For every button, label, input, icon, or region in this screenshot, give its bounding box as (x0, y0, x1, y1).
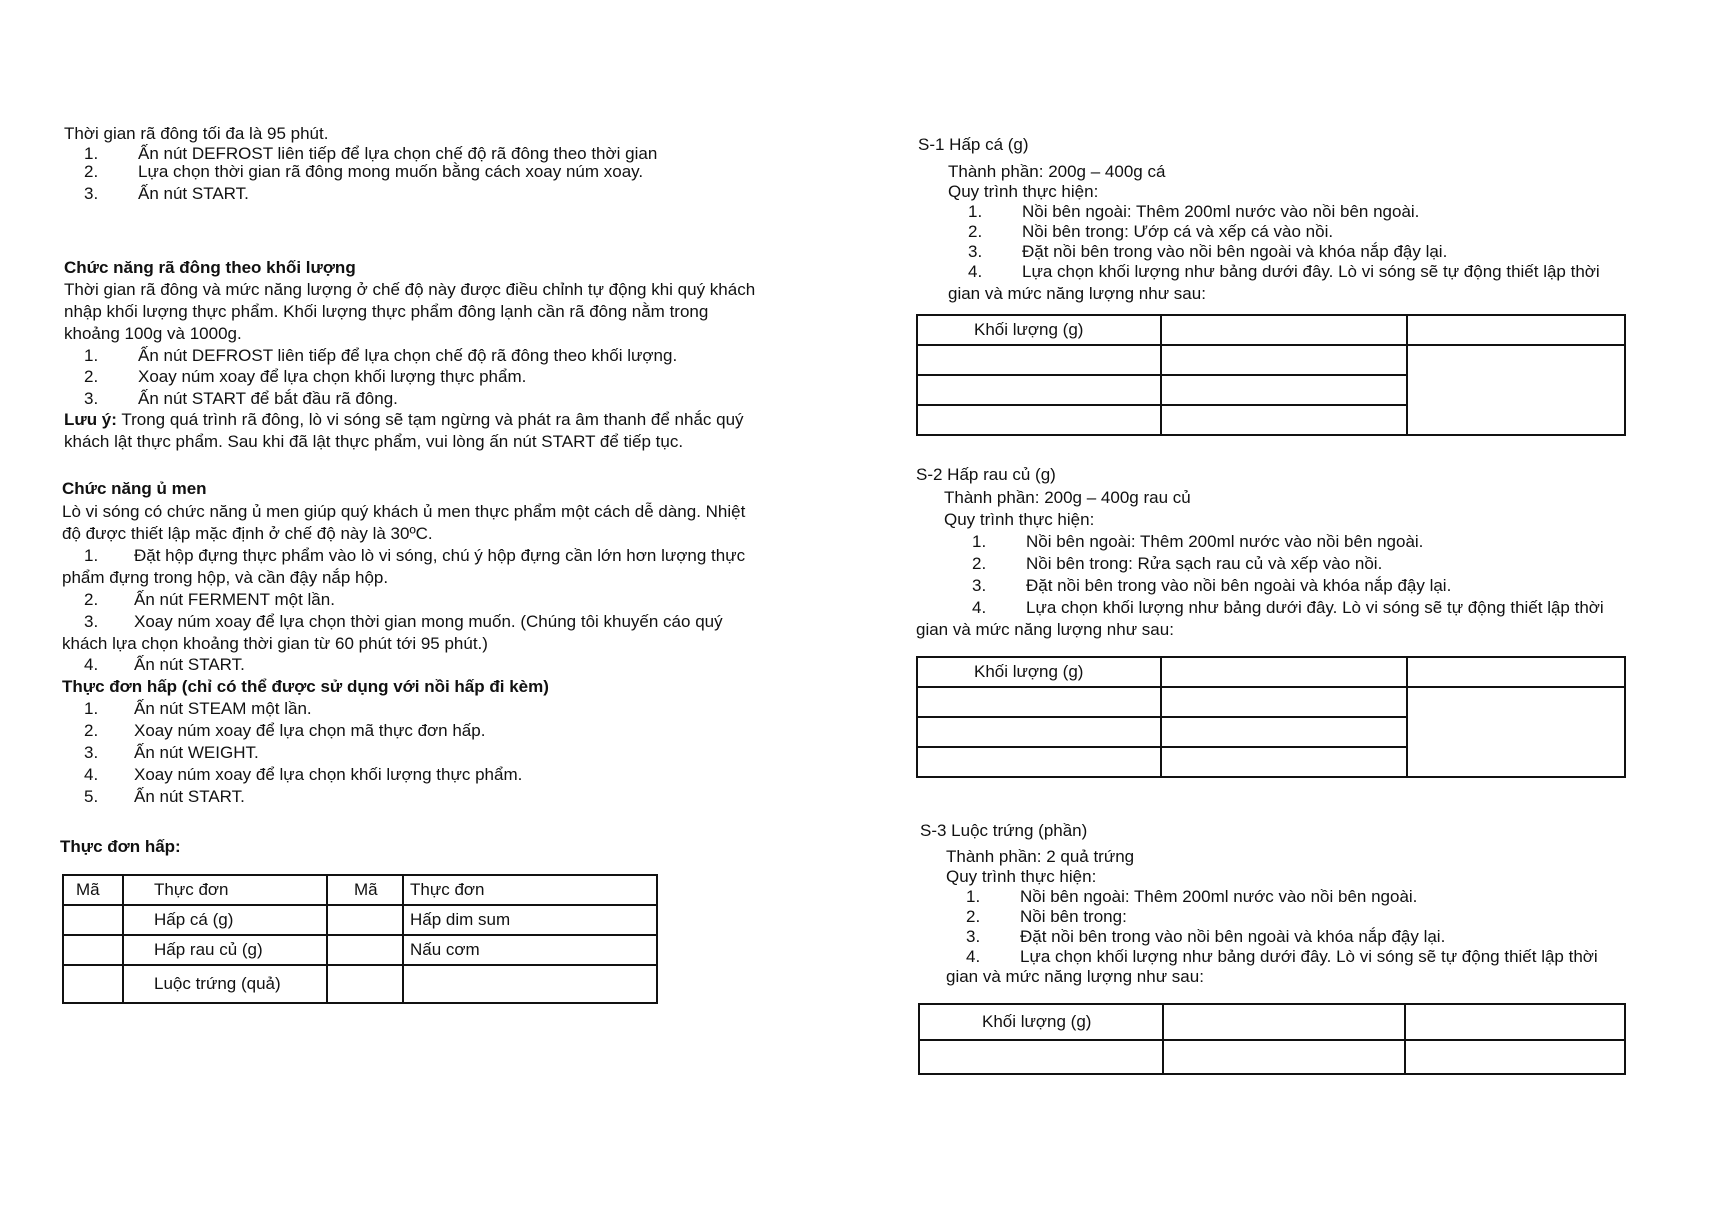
paragraph-line: Thời gian rã đông và mức năng lượng ở chế độ này được điều chỉnh tự động khi quý khách (64, 280, 756, 299)
table-header-cell: Khối lượng (g) (917, 315, 1161, 345)
table-cell: Hấp dim sum (403, 905, 657, 935)
step-number: 3. (968, 242, 983, 261)
table-cell (63, 965, 123, 1003)
step-text-cont: phẩm đựng trong hộp, và cần đậy nắp hộp. (62, 568, 389, 587)
step-number: 2. (84, 590, 99, 609)
step-number: 1. (968, 202, 983, 221)
recipe-title: S-1 Hấp cá (g) (918, 135, 1029, 154)
note-label: Lưu ý: (64, 410, 117, 429)
step-text: Nồi bên ngoài: Thêm 200ml nước vào nồi bên ngoài. (1020, 887, 1418, 906)
table-header-cell: Mã (327, 875, 403, 905)
s2-weight-table (916, 656, 1626, 778)
table-cell (327, 905, 403, 935)
table-header-row (919, 1004, 1625, 1040)
table-row (917, 345, 1625, 375)
step-text: Lựa chọn khối lượng như bảng dưới đây. Lò vi sóng sẽ tự động thiết lập thời (1026, 598, 1604, 617)
table-cell (1407, 315, 1625, 345)
s1-weight-table (916, 314, 1626, 436)
table-cell (919, 1040, 1163, 1074)
paragraph-line: khoảng 100g và 1000g. (64, 324, 242, 343)
table-header-row (63, 875, 657, 905)
table-cell (1161, 747, 1407, 777)
table-cell (1161, 717, 1407, 747)
step-number: 2. (968, 222, 983, 241)
table-cell (1161, 315, 1407, 345)
step-text: Ấn nút START. (134, 787, 245, 806)
step-number: 3. (84, 389, 99, 408)
step-text: Ấn nút DEFROST liên tiếp để lựa chọn chế độ rã đông theo khối lượng. (138, 346, 678, 365)
step-number: 4. (84, 655, 99, 674)
table-cell (917, 687, 1161, 717)
table-cell (1407, 345, 1625, 435)
step-number: 2. (84, 367, 99, 386)
recipe-title: S-3 Luộc trứng (phần) (920, 821, 1088, 840)
recipe-process-label: Quy trình thực hiện: (946, 867, 1097, 886)
s3-weight-table (918, 1003, 1626, 1075)
paragraph-line: nhập khối lượng thực phẩm. Khối lượng thực phẩm đông lạnh cần rã đông nằm trong (64, 302, 709, 321)
step-text-cont: gian và mức năng lượng như sau: (948, 284, 1206, 303)
step-number: 1. (84, 699, 99, 718)
table-cell (63, 935, 123, 965)
step-text: Đặt nồi bên trong vào nồi bên ngoài và khóa nắp đậy lại. (1020, 927, 1446, 946)
table-row (919, 1040, 1625, 1074)
table-header-cell: Khối lượng (g) (917, 657, 1161, 687)
step-number: 3. (84, 743, 99, 762)
note-text: Trong quá trình rã đông, lò vi sóng sẽ tạm ngừng và phát ra âm thanh để nhắc quý (116, 410, 744, 429)
step-number: 2. (84, 721, 99, 740)
step-number: 2. (84, 162, 99, 181)
recipe-title: S-2 Hấp rau củ (g) (916, 465, 1056, 484)
note-line (64, 409, 744, 431)
table-row (63, 905, 657, 935)
ferment-heading: Chức năng ủ men (62, 479, 207, 498)
table-header-row (917, 657, 1625, 687)
table-cell (403, 965, 657, 1003)
step-text: Xoay núm xoay để lựa chọn thời gian mong muốn. (Chúng tôi khuyến cáo quý (134, 612, 723, 631)
recipe-process-label: Quy trình thực hiện: (944, 510, 1095, 529)
step-number: 1. (84, 346, 99, 365)
table-cell (1163, 1004, 1405, 1040)
step-text: Ấn nút FERMENT một lần. (134, 590, 335, 609)
table-cell (917, 717, 1161, 747)
step-text-cont: khách lựa chọn khoảng thời gian từ 60 phút tới 95 phút.) (62, 634, 488, 653)
step-text: Ấn nút START. (134, 655, 245, 674)
step-number: 2. (972, 554, 987, 573)
table-header-cell: Thực đơn (403, 875, 657, 905)
recipe-ingredients: Thành phần: 2 quả trứng (946, 847, 1135, 866)
recipe-ingredients: Thành phần: 200g – 400g rau củ (944, 488, 1191, 507)
recipe-ingredients: Thành phần: 200g – 400g cá (948, 162, 1166, 181)
step-text: Ấn nút DEFROST liên tiếp để lựa chọn chế độ rã đông theo thời gian (138, 144, 658, 163)
step-text: Đặt nồi bên trong vào nồi bên ngoài và khóa nắp đậy lại. (1026, 576, 1452, 595)
step-number: 3. (84, 612, 99, 631)
table-header-cell: Mã (63, 875, 123, 905)
step-text: Ấn nút STEAM một lần. (134, 699, 312, 718)
step-text: Nồi bên ngoài: Thêm 200ml nước vào nồi bên ngoài. (1026, 532, 1424, 551)
step-text: Nồi bên ngoài: Thêm 200ml nước vào nồi bên ngoài. (1022, 202, 1420, 221)
step-text: Ấn nút WEIGHT. (134, 743, 259, 762)
table-cell: Hấp cá (g) (123, 905, 327, 935)
table-cell (917, 747, 1161, 777)
steam-heading: Thực đơn hấp (chỉ có thể được sử dụng với nồi hấp đi kèm) (62, 677, 549, 696)
table-cell: Hấp rau củ (g) (123, 935, 327, 965)
table-cell (1405, 1004, 1625, 1040)
table-cell (1161, 687, 1407, 717)
table-cell (327, 935, 403, 965)
step-number: 4. (84, 765, 99, 784)
step-text: Nồi bên trong: Ướp cá và xếp cá vào nồi. (1022, 222, 1334, 241)
step-text: Lựa chọn thời gian rã đông mong muốn bằng cách xoay núm xoay. (138, 162, 644, 181)
step-number: 1. (84, 144, 99, 163)
table-cell (1407, 687, 1625, 777)
step-text: Nồi bên trong: (1020, 907, 1127, 926)
step-text: Lựa chọn khối lượng như bảng dưới đây. Lò vi sóng sẽ tự động thiết lập thời (1020, 947, 1598, 966)
step-number: 1. (972, 532, 987, 551)
steam-menu-table (62, 874, 658, 1004)
table-cell (917, 405, 1161, 435)
step-number: 3. (84, 184, 99, 203)
table-row (63, 965, 657, 1003)
step-text: Đặt hộp đựng thực phẩm vào lò vi sóng, chú ý hộp đựng cần lớn hơn lượng thực (134, 546, 746, 565)
step-number: 3. (972, 576, 987, 595)
table-cell: Nấu cơm (403, 935, 657, 965)
table-cell: Luộc trứng (quả) (123, 965, 327, 1003)
step-text: Nồi bên trong: Rửa sạch rau củ và xếp vào nồi. (1026, 554, 1383, 573)
step-number: 5. (84, 787, 99, 806)
step-number: 3. (966, 927, 981, 946)
step-text: Đặt nồi bên trong vào nồi bên ngoài và khóa nắp đậy lại. (1022, 242, 1448, 261)
table-cell (327, 965, 403, 1003)
step-text: Xoay núm xoay để lựa chọn khối lượng thực phẩm. (134, 765, 523, 784)
step-number: 1. (966, 887, 981, 906)
table-cell (1161, 657, 1407, 687)
note-line: khách lật thực phẩm. Sau khi đã lật thực phẩm, vui lòng ấn nút START để tiếp tục. (64, 432, 684, 451)
table-cell (63, 905, 123, 935)
table-row (63, 935, 657, 965)
table-cell (1161, 375, 1407, 405)
step-number: 2. (966, 907, 981, 926)
step-text: Ấn nút START để bắt đầu rã đông. (138, 389, 398, 408)
step-text-cont: gian và mức năng lượng như sau: (946, 967, 1204, 986)
step-text: Xoay núm xoay để lựa chọn mã thực đơn hấp. (134, 721, 486, 740)
table-cell (1161, 345, 1407, 375)
step-text-cont: gian và mức năng lượng như sau: (916, 620, 1174, 639)
step-number: 4. (966, 947, 981, 966)
step-number: 4. (972, 598, 987, 617)
table-header-cell: Thực đơn (123, 875, 327, 905)
step-text: Lựa chọn khối lượng như bảng dưới đây. Lò vi sóng sẽ tự động thiết lập thời (1022, 262, 1600, 281)
table-cell (1163, 1040, 1405, 1074)
table-header-row (917, 315, 1625, 345)
table-cell (1407, 657, 1625, 687)
step-number: 1. (84, 546, 99, 565)
menu-title: Thực đơn hấp: (60, 837, 181, 856)
paragraph-line: Lò vi sóng có chức năng ủ men giúp quý khách ủ men thực phẩm một cách dễ dàng. Nhiệt (62, 502, 746, 521)
table-cell (1161, 405, 1407, 435)
table-cell (917, 345, 1161, 375)
table-cell (917, 375, 1161, 405)
table-cell (1405, 1040, 1625, 1074)
table-row (917, 687, 1625, 717)
step-text: Xoay núm xoay để lựa chọn khối lượng thực phẩm. (138, 367, 527, 386)
recipe-process-label: Quy trình thực hiện: (948, 182, 1099, 201)
table-header-cell: Khối lượng (g) (919, 1004, 1163, 1040)
defrost-time-intro: Thời gian rã đông tối đa là 95 phút. (64, 124, 329, 143)
step-number: 4. (968, 262, 983, 281)
defrost-weight-heading: Chức năng rã đông theo khối lượng (64, 258, 356, 277)
step-text: Ấn nút START. (138, 184, 249, 203)
paragraph-line: độ được thiết lập mặc định ở chế độ này là 30ºC. (62, 524, 433, 543)
